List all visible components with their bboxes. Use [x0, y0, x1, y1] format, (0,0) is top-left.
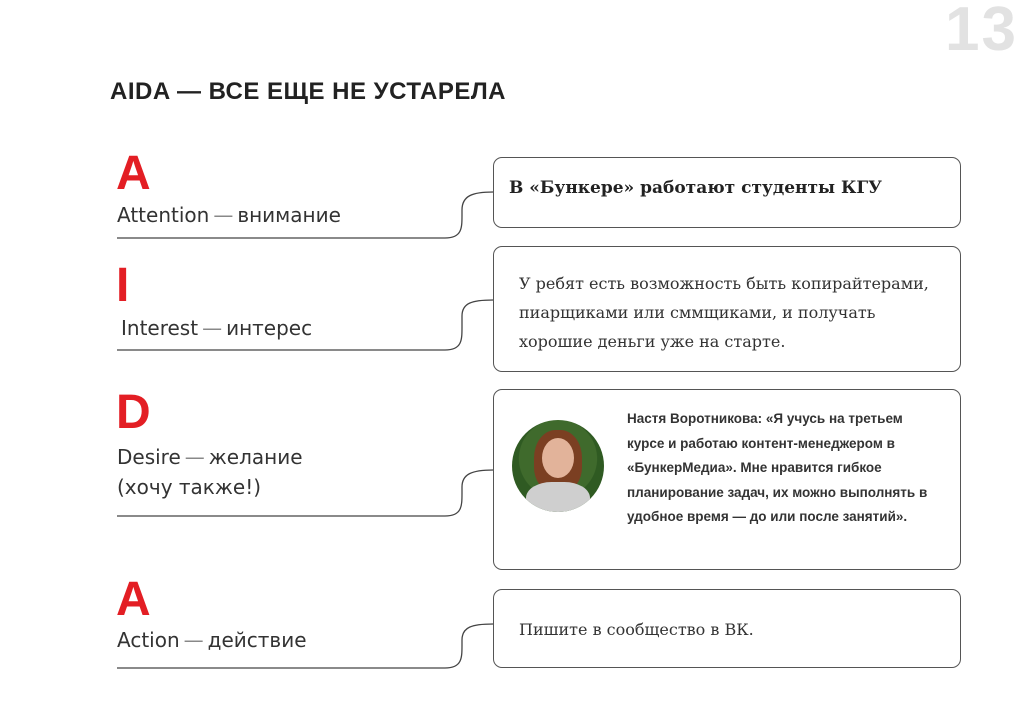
term-extra: (хочу также!) — [117, 475, 262, 499]
term-dash: — — [183, 628, 204, 652]
term-dash: — — [213, 203, 234, 227]
term-ru: желание — [208, 445, 303, 469]
letter-interest: I — [116, 259, 130, 312]
letter-attention: A — [116, 147, 151, 200]
letter-desire: D — [116, 386, 151, 439]
avatar-body — [526, 482, 590, 512]
page-number: 13 — [945, 0, 1018, 64]
action-box — [493, 589, 961, 668]
term-dash: — — [202, 316, 223, 340]
term-en: Interest — [121, 316, 199, 340]
letter-action: A — [116, 573, 151, 626]
interest-text: У ребят есть возможность быть копирайтерами, пиарщиками или сммщиками, и получать хорошие деньги уже на старте. — [519, 274, 929, 351]
interest-box — [493, 246, 961, 372]
term-dash: — — [184, 445, 205, 469]
term-desire — [117, 442, 303, 502]
testimonial-quote: Настя Воротникова: «Я учусь на третьем курсе и работаю контент-менеджером в «БункерМедиа». Мне нравится гибкое планирование задач, их можно выполнять в удобное время — до или после занятий». — [627, 411, 928, 524]
term-ru: действие — [207, 628, 307, 652]
avatar-face — [542, 438, 574, 478]
term-action — [117, 625, 307, 655]
term-ru: внимание — [237, 203, 341, 227]
term-ru: интерес — [226, 316, 313, 340]
term-attention — [117, 200, 341, 230]
action-text: Пишите в сообщество в ВК. — [519, 620, 754, 639]
attention-box — [493, 157, 961, 228]
term-interest — [121, 313, 312, 343]
term-en: Attention — [117, 203, 210, 227]
term-en: Desire — [117, 445, 181, 469]
term-en: Action — [117, 628, 180, 652]
slide-title: AIDA — ВСЕ ЕЩЕ НЕ УСТАРЕЛА — [110, 78, 507, 105]
attention-text: В «Бункере» работают студенты КГУ — [509, 178, 882, 198]
person-photo-icon — [512, 420, 604, 512]
desire-box — [493, 389, 961, 570]
